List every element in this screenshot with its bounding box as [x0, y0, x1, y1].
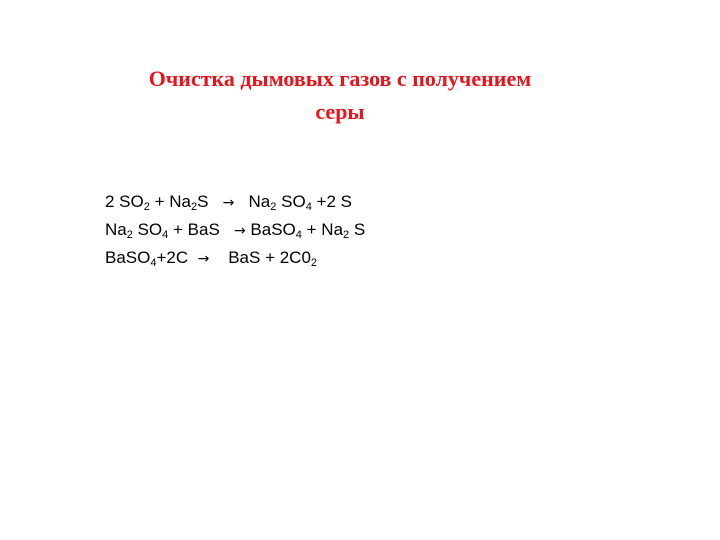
formula-text: + Na	[149, 192, 191, 211]
formula-text: S	[349, 220, 366, 239]
formula-text: BaSO	[105, 248, 151, 267]
formula-text: SO	[132, 220, 163, 239]
reaction-arrow: →	[233, 223, 246, 239]
subscript: 4	[162, 229, 169, 241]
title-line-2: серы	[315, 99, 365, 124]
formula-text: + BaS	[168, 220, 234, 239]
subscript: 4	[295, 229, 302, 241]
subscript: 2	[190, 201, 198, 213]
subscript: 2	[343, 229, 350, 241]
equation-line-1	[105, 188, 365, 216]
formula-text: S	[197, 192, 223, 211]
formula-text: BaS + 2C0	[209, 248, 311, 267]
formula-text: +2C	[156, 248, 198, 267]
formula-text: Na	[234, 192, 271, 211]
reaction-arrow: →	[197, 251, 210, 267]
equation-line-2	[105, 216, 365, 244]
formula-text: + Na	[301, 220, 344, 239]
title-line-1: Очистка дымовых газов с получением	[148, 66, 532, 91]
subscript: 2	[270, 201, 277, 213]
formula-text: BaSO	[245, 220, 296, 239]
subscript: 2	[143, 201, 150, 213]
slide-title	[70, 62, 610, 128]
subscript: 4	[150, 257, 157, 269]
subscript: 2	[126, 229, 133, 241]
formula-text: SO	[276, 192, 306, 211]
formula-text: Na	[105, 220, 127, 239]
subscript: 2	[310, 257, 318, 269]
equations-block	[105, 188, 365, 272]
subscript: 4	[305, 201, 312, 213]
formula-text: +2 S	[311, 192, 352, 211]
formula-text: 2 SO	[105, 192, 144, 211]
equation-line-3	[105, 244, 365, 272]
reaction-arrow: →	[222, 195, 235, 211]
